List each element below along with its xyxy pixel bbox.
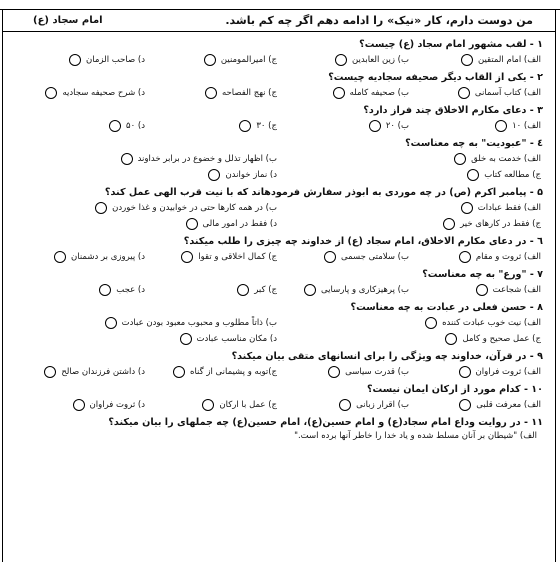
answer-option[interactable] (15, 365, 147, 379)
answer-option[interactable] (411, 283, 543, 297)
radio-circle-icon[interactable] (461, 54, 473, 66)
question-text: ۹ - در قرآن، خداوند چه ویژگی را برای انسانهای متقی بیان میکند؟ (231, 351, 543, 362)
radio-circle-icon[interactable] (459, 366, 471, 378)
question-5 (15, 186, 543, 232)
options-row (15, 364, 543, 380)
option-label: ج) نهج الفصاحه (221, 88, 277, 98)
options-row (15, 85, 543, 101)
option-label: ج)توبه و پشیمانی از گناه (190, 367, 277, 377)
radio-circle-icon[interactable] (121, 153, 133, 165)
radio-circle-icon[interactable] (304, 284, 316, 296)
option-label: ب) پرهیزکاری و پارسایی (321, 285, 409, 295)
option-label: الف) معرفت قلبی (476, 400, 541, 410)
options-row (15, 52, 543, 68)
option-label: د) داشتن فرزندان صالح (61, 367, 145, 377)
option-label: د) پیروزی بر دشمنان (71, 252, 145, 262)
question-6 (15, 235, 543, 265)
answer-option[interactable] (279, 86, 411, 100)
option-label: ج) فقط در کارهای خیر (460, 219, 541, 229)
question-3 (15, 104, 543, 134)
option-label: الف) ثروت و مقام (475, 252, 541, 262)
option-label: ج) مطالعه کتاب (484, 170, 541, 180)
options-row (15, 397, 543, 413)
option-label: د) فقط در امور مالی (202, 219, 277, 229)
answer-option[interactable] (147, 250, 279, 264)
answer-option[interactable] (279, 316, 543, 330)
radio-circle-icon[interactable] (324, 251, 336, 263)
question-7 (15, 268, 543, 298)
question-11 (15, 416, 543, 443)
option-label: ب) سلامتی جسمی (341, 252, 409, 262)
radio-circle-icon[interactable] (204, 54, 216, 66)
radio-circle-icon[interactable] (237, 284, 249, 296)
options-row (15, 167, 543, 183)
worksheet-header (2, 10, 556, 32)
answer-option[interactable] (15, 283, 147, 297)
question-text: ٤ - "عبودیت" به چه معناست؟ (405, 138, 543, 149)
radio-circle-icon[interactable] (205, 87, 217, 99)
radio-circle-icon[interactable] (208, 169, 220, 181)
options-row (15, 315, 543, 331)
radio-circle-icon[interactable] (495, 120, 507, 132)
radio-circle-icon[interactable] (173, 366, 185, 378)
answer-option[interactable] (411, 119, 543, 133)
option-label: د) ۵۰ (126, 121, 145, 131)
radio-circle-icon[interactable] (109, 120, 121, 132)
option-label: د) نماز خواندن (225, 170, 277, 180)
options-row (15, 216, 543, 232)
header-subject: امام سجاد (ع) (33, 15, 103, 26)
option-label: الف) کتاب آسمانی (474, 88, 541, 98)
answer-option[interactable] (15, 316, 279, 330)
answer-option[interactable] (279, 250, 411, 264)
radio-circle-icon[interactable] (202, 399, 214, 411)
option-label: الف) فقط عبادات (477, 203, 541, 213)
question-text: ۷ - "ورع" به چه معناست؟ (422, 269, 543, 280)
question-2 (15, 71, 543, 101)
answer-option[interactable] (15, 53, 147, 67)
radio-circle-icon[interactable] (239, 120, 251, 132)
answer-option[interactable] (279, 201, 543, 215)
radio-circle-icon[interactable] (458, 87, 470, 99)
answer-option[interactable] (147, 53, 279, 67)
radio-circle-icon[interactable] (99, 284, 111, 296)
answer-option[interactable] (411, 398, 543, 412)
option-label: د) صاحب الزمان (86, 55, 145, 65)
answer-option[interactable] (411, 53, 543, 67)
option-label: ب) اظهار تذلل و خضوع در برابر خداوند (137, 154, 277, 164)
radio-circle-icon[interactable] (443, 218, 455, 230)
option-label: ب) اقرار زبانی (356, 400, 409, 410)
answer-option[interactable] (279, 119, 411, 133)
answer-option[interactable] (279, 283, 411, 297)
option-label: الف) نیت خوب عبادت کننده (442, 318, 541, 328)
answer-option[interactable] (15, 201, 279, 215)
answer-option[interactable] (15, 86, 147, 100)
question-text: ٦ - در دعای مکارم الاخلاق، امام سجاد (ع) از خداوند چه چیزی را طلب میکند؟ (183, 236, 543, 247)
answer-option[interactable] (147, 86, 279, 100)
answer-option[interactable] (15, 332, 279, 346)
answer-option[interactable] (279, 53, 411, 67)
option-label: الف) خدمت به خلق (471, 154, 541, 164)
options-row (15, 118, 543, 134)
option-label: ب) ۲۰ (385, 121, 409, 131)
answer-option[interactable] (147, 398, 279, 412)
radio-circle-icon[interactable] (454, 153, 466, 165)
answer-option[interactable] (279, 168, 543, 182)
radio-circle-icon[interactable] (335, 54, 347, 66)
options-row (15, 200, 543, 216)
radio-circle-icon[interactable] (369, 120, 381, 132)
option-label: ب) ذاتاً مطلوب و محبوب معبود بودن عبادت (121, 318, 277, 328)
answer-option[interactable] (411, 250, 543, 264)
answer-option[interactable] (279, 365, 411, 379)
question-text: ۵ - پیامبر اکرم (ص) در چه موردی به ابوذر سفارش فرمودهاند که با نیت قرب الهی عمل کند؟ (104, 187, 543, 198)
radio-circle-icon[interactable] (467, 169, 479, 181)
question-text: ۸ - حسن فعلی در عبادت به چه معناست؟ (350, 302, 543, 313)
answer-option[interactable] (15, 152, 279, 166)
radio-circle-icon[interactable] (95, 202, 107, 214)
question-text: ۱۱ - در روایت وداع امام سجاد(ع) و امام حسین(ع)، امام حسین(ع) چه جملهای را بیان میکند؟ (108, 417, 543, 428)
radio-circle-icon[interactable] (54, 251, 66, 263)
options-row (15, 249, 543, 265)
options-row (15, 282, 543, 298)
answer-option[interactable] (279, 217, 543, 231)
option-label: د) عجب (116, 285, 145, 295)
question-text: ۱ - لقب مشهور امام سجاد (ع) چیست؟ (359, 39, 543, 50)
radio-circle-icon[interactable] (180, 333, 192, 345)
option-label: ج) عمل با ارکان (219, 400, 277, 410)
answer-option[interactable] (147, 119, 279, 133)
radio-circle-icon[interactable] (425, 317, 437, 329)
header-motto: من دوست دارم، کار «نیک» را ادامه دهم اگر چه کم باشد. (225, 14, 533, 27)
option-label: د) شرح صحیفه سجادیه (62, 88, 145, 98)
option-label: الف) امام المتقین (477, 55, 541, 65)
answer-option[interactable] (15, 168, 279, 182)
option-label: ج) کبر (254, 285, 277, 295)
answer-option[interactable] (15, 119, 147, 133)
answer-option[interactable] (15, 250, 147, 264)
answer-option[interactable] (279, 152, 543, 166)
question-text: ۱۰ - کدام مورد از ارکان ایمان نیست؟ (366, 384, 543, 395)
option-label: الف) ۱۰ (512, 121, 541, 131)
answer-option[interactable] (147, 365, 279, 379)
option-label: ج) امیرالمومنین (220, 55, 277, 65)
option-label: ج) کمال اخلاقی و تقوا (198, 252, 277, 262)
radio-circle-icon[interactable] (461, 202, 473, 214)
options-row (15, 331, 543, 347)
answer-option[interactable] (147, 283, 279, 297)
option-label: د) ثروت فراوان (89, 400, 145, 410)
question-text: ۳ - دعای مکارم الاخلاق چند فراز دارد؟ (363, 105, 543, 116)
radio-circle-icon[interactable] (459, 399, 471, 411)
option-label: د) مکان مناسب عبادت (196, 334, 277, 344)
question-text: ۲ - یکی از القاب دیگر صحیفه سجادیه چیست؟ (328, 72, 543, 83)
answer-option[interactable] (279, 398, 411, 412)
answer-option[interactable] (411, 86, 543, 100)
option-label: ب) قدرت سیاسی (345, 367, 409, 377)
answer-option[interactable] (15, 217, 279, 231)
radio-circle-icon[interactable] (44, 366, 56, 378)
answer-option[interactable] (15, 398, 147, 412)
option-label: الف) شجاعت (492, 285, 541, 295)
radio-circle-icon[interactable] (328, 366, 340, 378)
option-label: ب) زین العابدین (352, 55, 409, 65)
radio-circle-icon[interactable] (69, 54, 81, 66)
radio-circle-icon[interactable] (333, 87, 345, 99)
radio-circle-icon[interactable] (73, 399, 85, 411)
option-label: الف) ثروت فراوان (475, 367, 541, 377)
radio-circle-icon[interactable] (339, 399, 351, 411)
quote-option: الف) "شیطان بر آنان مسلط شده و یاد خدا را خاطر آنها برده است." (294, 431, 537, 441)
radio-circle-icon[interactable] (181, 251, 193, 263)
answer-option[interactable] (411, 365, 543, 379)
radio-circle-icon[interactable] (186, 218, 198, 230)
question-sheet (2, 32, 556, 562)
top-border (0, 0, 560, 10)
answer-option[interactable] (279, 332, 543, 346)
option-label: ب) صحیفه کامله (349, 88, 409, 98)
radio-circle-icon[interactable] (459, 251, 471, 263)
option-label: ج) ۳۰ (256, 121, 277, 131)
question-9 (15, 350, 543, 380)
question-4 (15, 137, 543, 183)
radio-circle-icon[interactable] (105, 317, 117, 329)
radio-circle-icon[interactable] (45, 87, 57, 99)
question-10 (15, 383, 543, 413)
options-row (15, 151, 543, 167)
option-label: ج) عمل صحیح و کامل (462, 334, 541, 344)
option-label: ب) در همه کارها حتی در خوابیدن و غذا خوردن (112, 203, 277, 213)
question-8 (15, 301, 543, 347)
radio-circle-icon[interactable] (445, 333, 457, 345)
radio-circle-icon[interactable] (476, 284, 488, 296)
question-1 (15, 38, 543, 68)
